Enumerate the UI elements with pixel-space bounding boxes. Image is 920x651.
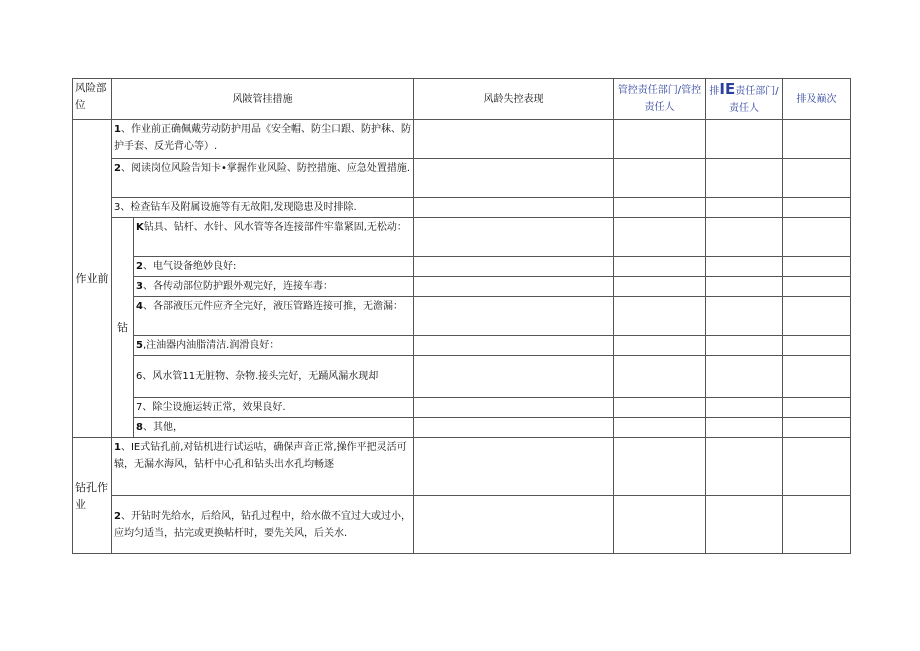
dept-cell [614, 438, 706, 496]
risk-control-table [72, 78, 851, 554]
failure-cell [414, 398, 614, 418]
header-control-department: 管控责任部门/管控责任人 [614, 79, 706, 120]
failure-cell [414, 496, 614, 554]
dept-cell [614, 159, 706, 198]
freq-cell [783, 257, 851, 277]
table-row [73, 438, 851, 496]
header-row [73, 79, 851, 120]
dept-cell [706, 120, 783, 159]
freq-cell [783, 398, 851, 418]
failure-cell [414, 297, 614, 336]
dept-cell [614, 356, 706, 398]
freq-cell [783, 159, 851, 198]
dept-cell [706, 438, 783, 496]
table-row [73, 218, 851, 257]
freq-cell [783, 336, 851, 356]
dept-cell [614, 218, 706, 257]
measure-cell: 8、其他， [134, 418, 414, 438]
table-row [73, 297, 851, 336]
category-before-work: 作业前 [73, 120, 112, 438]
freq-cell [783, 120, 851, 159]
dept-cell [614, 198, 706, 218]
measure-cell: K钻具、钻杆、水针、风水管等各连接部件牢靠紧固,无松动： [134, 218, 414, 257]
failure-cell [414, 159, 614, 198]
measure-cell: 1、作业前正确佩戴劳动防护用品《安全帽、防尘口跟、防护秣、防护手套、反光背心等）. [112, 120, 414, 159]
measure-cell: 3、各传动部位防护跟外观完好，连接车毒： [134, 277, 414, 297]
dept-cell [706, 257, 783, 277]
table-row [73, 398, 851, 418]
dept-cell [706, 297, 783, 336]
dept-cell [706, 356, 783, 398]
table-row [73, 159, 851, 198]
failure-cell [414, 198, 614, 218]
dept-cell [614, 297, 706, 336]
dept-cell [614, 277, 706, 297]
measure-cell: 2、阅读岗位风险告知卡•掌握作业风险、防控措施、应急处置措施. [112, 159, 414, 198]
dept-cell [706, 336, 783, 356]
failure-cell [414, 120, 614, 159]
measure-cell: 1、IE式钻孔前,对钻机进行试运咕，确保声音正常,操作平把灵活可辕，无漏水海风，钻杆中心孔和钻头出水孔均畅逐 [112, 438, 414, 496]
freq-cell [783, 356, 851, 398]
measure-cell: 7、除尘设施运转正常，效果良好. [134, 398, 414, 418]
measure-cell: 5,注油器内油脂清洁.润滑良好： [134, 336, 414, 356]
dept-cell [614, 398, 706, 418]
dept-cell [614, 496, 706, 554]
table-row [73, 418, 851, 438]
freq-cell [783, 218, 851, 257]
failure-cell [414, 418, 614, 438]
header-inspection-frequency: 排及巅次 [783, 79, 851, 120]
dept-cell [706, 218, 783, 257]
dept-cell [706, 159, 783, 198]
table-row [73, 277, 851, 297]
dept-cell [706, 418, 783, 438]
failure-cell [414, 218, 614, 257]
measure-cell: 6、风水管11无脏物、杂物.接头完好，无踊风漏水现却 [134, 356, 414, 398]
failure-cell [414, 257, 614, 277]
table-row [73, 356, 851, 398]
freq-cell [783, 277, 851, 297]
failure-cell [414, 438, 614, 496]
dept-cell [614, 336, 706, 356]
header-risk-part: 风险部位 [73, 79, 112, 120]
table-row [73, 336, 851, 356]
dept-cell [614, 120, 706, 159]
table-row [73, 257, 851, 277]
measure-cell: 4、各部液压元件应齐全完好，液压管路连接可推，无澹漏： [134, 297, 414, 336]
dept-cell [706, 398, 783, 418]
freq-cell [783, 297, 851, 336]
dept-cell [706, 496, 783, 554]
measure-cell: 2、电气设备绝妙良好: [134, 257, 414, 277]
dept-cell [614, 257, 706, 277]
freq-cell [783, 198, 851, 218]
failure-cell [414, 277, 614, 297]
measure-cell: 3、检查钻车及附属设施等有无故阳,发现隐患及时排除. [112, 198, 414, 218]
table-row [73, 120, 851, 159]
freq-cell [783, 418, 851, 438]
dept-cell [614, 418, 706, 438]
measure-cell: 2、开钻时先给水，后给风，钻孔过程中，给水做不宜过大或过小，应均匀适当，拈完或更换帖杆时，要先关风，后关水. [112, 496, 414, 554]
header-failure-manifestation: 风龄失控表现 [414, 79, 614, 120]
failure-cell [414, 336, 614, 356]
freq-cell [783, 438, 851, 496]
table-row [73, 496, 851, 554]
header-inspection-department: 排IE责任部门/责任人 [706, 79, 783, 120]
dept-cell [706, 198, 783, 218]
sub-category-drill: 钻 [112, 218, 134, 438]
category-drilling: 钻孔作业 [73, 438, 112, 554]
dept-cell [706, 277, 783, 297]
table-row [73, 198, 851, 218]
freq-cell [783, 496, 851, 554]
failure-cell [414, 356, 614, 398]
header-control-measures: 风陂管挂措施 [112, 79, 414, 120]
